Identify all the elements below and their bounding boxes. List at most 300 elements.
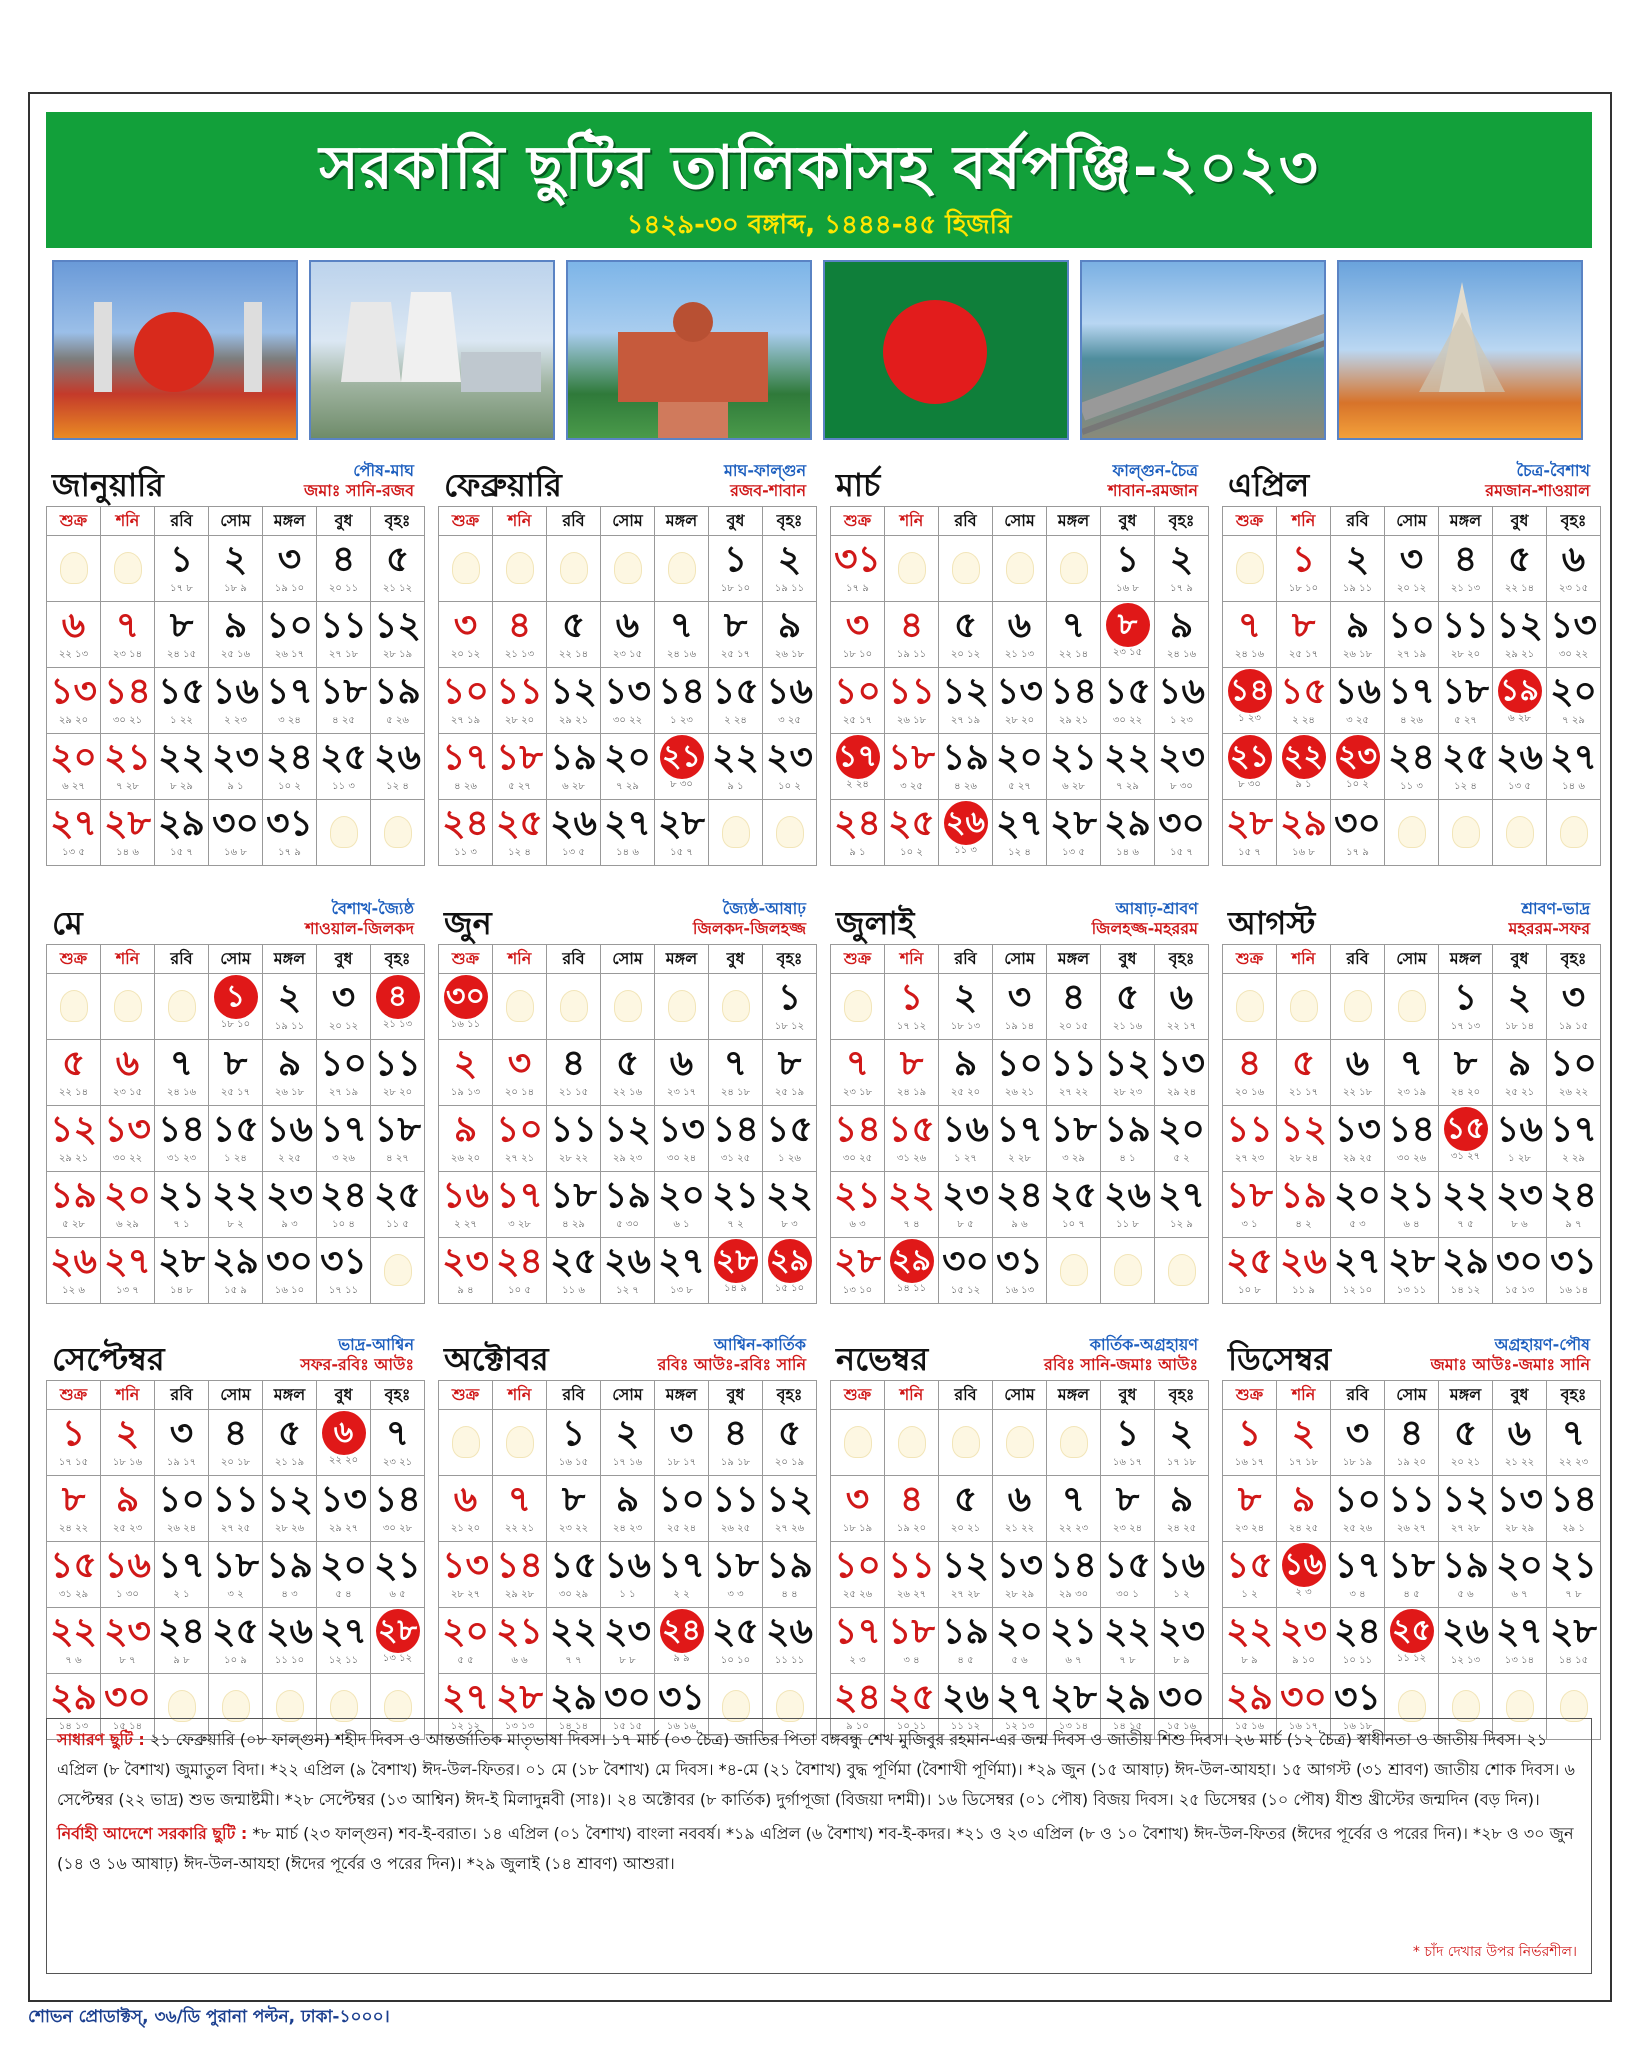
day-cell [885,1172,939,1238]
day-sub-dates: ১৯ ১৮ [720,1457,751,1468]
day-cell [1277,800,1331,866]
day-sub-dates: ১৫ ১৪ [112,1721,143,1732]
day-cell [763,602,817,668]
weekday-header: শুক্র [831,945,885,974]
day-sub-dates: ২৯ ২১ [58,1153,89,1164]
day-cell [1155,1172,1209,1238]
day-cell [263,1172,317,1238]
emblem-watermark-icon [952,1426,980,1458]
emblem-watermark-icon [1006,552,1034,584]
day-cell [831,1106,885,1172]
day-number: ২৭ [1550,737,1597,778]
day-cell [709,1106,763,1172]
day-sub-dates: ২৭ ১৯ [1396,649,1427,660]
general-holiday-text: ২১ ফেব্রুয়ারি (০৮ ফাল্গুন) শহীদ দিবস ও আন্তর্জাতিক মাতৃভাষা দিবস। ১৭ মার্চ (০৩ চৈত্র) জাতির পিতা বঙ্গবন্ধু শেখ মুজিবুর রহমান-এর জন্ম দিবস ও জাতীয় শিশু দিবস। ২৬ মার্চ (১২ চৈত্র) স্বাধীনতা ও জাতীয় দিবস। ২১ এপ্রিল (৮ বৈশাখ) জুমাতুল বিদা। *২২ এপ্রিল (৯ বৈশাখ) ঈদ-উল-ফিতর। ০১ মে (১৮ বৈশাখ) মে দিবস। *৪-মে (২১ বৈশাখ) বুদ্ধ পূর্ণিমা (বৈশাখী পূর্ণিমা)। *২৯ জুন (১৫ আষাঢ়) ঈদ-উল-আযহা। ১৫ আগস্ট (৩১ শ্রাবণ) জাতীয় শোক দিবস। ৬ সেপ্টেম্বর (২২ ভাদ্র) শুভ জন্মাষ্টমী। *২৮ সেপ্টেম্বর (১৩ আশ্বিন) ঈদ-ই মিলাদুন্নবী (সাঃ)। ২৪ অক্টোবর (৮ কার্তিক) দুর্গাপূজা (বিজয়া দশমী)। ১৬ ডিসেম্বর (০১ পৌষ) বিজয় দিবস। ২৫ ডিসেম্বর (১০ পৌষ) যীশু খ্রীস্টের জন্মদিন (বড় দিন)। [57,1730,1575,1809]
day-sub-dates: ২০ ১৯ [774,1457,805,1468]
day-cell [885,800,939,866]
day-sub-dates: ২৪ ১৮ [720,1087,751,1098]
day-number: ১৪ [374,1479,421,1520]
holiday-day-cell [317,1410,371,1476]
day-cell [763,1542,817,1608]
weekday-header: বুধ [709,507,763,536]
day-sub-dates: ২৫ ২৬ [1342,1523,1373,1534]
day-sub-dates: ২১ ১২ [382,583,413,594]
day-cell [439,800,493,866]
month-name: মে [52,904,83,942]
day-sub-dates: ৮ ৭ [119,1655,136,1666]
day-cell [547,1040,601,1106]
day-sub-dates: ১ ২৮ [1508,1153,1531,1164]
day-sub-dates: ৩০ ২১ [112,715,143,726]
day-sub-dates: ৪ ২৬ [954,781,977,792]
day-cell [1439,1608,1493,1674]
holiday-day-cell [1101,602,1155,668]
day-number: ২৫ [496,803,543,844]
day-sub-dates: ১৬ ১৭ [1234,1457,1265,1468]
day-number: ১৯ [1442,1545,1489,1586]
day-number: ১৮ [888,737,935,778]
empty-cell [547,974,601,1040]
day-sub-dates: ২০ ১১ [328,583,359,594]
day-sub-dates: ২৪ ১৬ [666,649,697,660]
day-sub-dates: ১৯ ১৫ [1558,1021,1589,1032]
day-number: ১৭ [442,737,489,778]
day-number: ২৩ [212,737,259,778]
day-number: ৪ [1453,539,1478,580]
day-sub-dates: ১৮ ১৪ [1504,1021,1535,1032]
day-cell [939,974,993,1040]
day-cell [655,1542,709,1608]
day-number: ১৬ [766,671,813,712]
emblem-watermark-icon [776,816,804,848]
day-sub-dates: ৯ ৯ [673,1653,690,1664]
day-sub-dates: ১৮ ১০ [220,1019,251,1030]
day-number: ৩ [1561,977,1586,1018]
day-cell [209,1608,263,1674]
day-cell [1547,1172,1601,1238]
day-number: ২৬ [266,1611,313,1652]
day-number: ১৪ [158,1109,205,1150]
photo-strip [52,260,1586,442]
day-sub-dates: ৫ ৬ [1011,1655,1028,1666]
day-sub-dates: ২৩ ১৮ [842,1087,873,1098]
weekday-header: শনি [885,1381,939,1410]
day-number: ১০ [442,671,489,712]
day-number: ১৬ [942,1109,989,1150]
day-sub-dates: ১৩ ১০ [842,1285,873,1296]
day-sub-dates: ৩০ ২২ [1558,649,1589,660]
day-sub-dates: ২৫ ১৭ [842,715,873,726]
day-cell [709,602,763,668]
holiday-day-cell [709,1238,763,1304]
day-cell [155,668,209,734]
day-cell [1155,734,1209,800]
martyrs-monument-photo [52,260,298,440]
day-cell [101,734,155,800]
day-number: ২৩ [604,1611,651,1652]
day-number: ২ [223,539,248,580]
day-number: ১৭ [834,1611,881,1652]
day-cell [939,668,993,734]
day-number: ১৯ [766,1545,813,1586]
day-number: ১৩ [442,1545,489,1586]
day-number: ২০ [996,1611,1043,1652]
day-number: ২৬ [550,803,597,844]
day-cell [655,668,709,734]
day-number: ২৫ [1050,1175,1097,1216]
day-cell [101,1040,155,1106]
emblem-watermark-icon [722,816,750,848]
empty-cell [601,974,655,1040]
empty-cell [885,1410,939,1476]
day-number: ২০ [1158,1109,1205,1150]
day-sub-dates: ২৮ ২৯ [1504,1523,1535,1534]
day-number: ৫ [277,1413,302,1454]
day-number: ২৮ [658,803,705,844]
day-sub-dates: ২৫ ২৩ [112,1523,143,1534]
weekday-header: বুধ [1493,945,1547,974]
day-sub-dates: ৯ ৮ [173,1655,190,1666]
day-sub-dates: ২৫ ১৬ [220,649,251,660]
day-cell [439,1040,493,1106]
day-number: ২৫ [712,1611,759,1652]
month-header [830,894,1202,944]
day-sub-dates: ২৫ ২৬ [842,1589,873,1600]
day-number: ১ [561,1413,586,1454]
day-cell [1331,1410,1385,1476]
day-sub-dates: ২৭ ২৮ [1450,1523,1481,1534]
weekday-header: শুক্র [1223,945,1277,974]
day-sub-dates: ৫ ৩০ [616,1219,639,1230]
day-cell [209,1172,263,1238]
day-cell [47,800,101,866]
day-number: ৪ [899,1479,924,1520]
day-number: ২৮ [1226,803,1273,844]
day-cell [1547,1106,1601,1172]
day-sub-dates: ৬ ৭ [1065,1655,1082,1666]
day-cell [209,734,263,800]
day-number: ১৮ [1226,1175,1273,1216]
day-cell [1547,1542,1601,1608]
day-sub-dates: ১১ ৮ [1116,1219,1139,1230]
day-cell [263,1410,317,1476]
emblem-watermark-icon [452,1426,480,1458]
day-cell [1493,1172,1547,1238]
empty-cell [939,1410,993,1476]
empty-cell [1547,800,1601,866]
day-sub-dates: ৩ ২৪ [278,715,301,726]
day-cell [317,1542,371,1608]
day-sub-dates: ১৬ ১৭ [1112,1457,1143,1468]
day-number: ৭ [1061,605,1086,646]
weekday-header: সোম [993,507,1047,536]
day-cell [1331,1172,1385,1238]
day-number: ২২ [766,1175,813,1216]
day-sub-dates: ২৫ ১৭ [220,1087,251,1098]
day-sub-dates: ১ ২৬ [778,1153,801,1164]
day-cell [831,1040,885,1106]
day-number: ১৬ [604,1545,651,1586]
day-number: ৫ [777,1413,802,1454]
weekday-header: বুধ [1101,945,1155,974]
day-cell [939,602,993,668]
day-sub-dates: ২১ ১৩ [504,649,535,660]
day-cell [493,1040,547,1106]
day-number: ৯ [1169,605,1194,646]
day-cell [831,800,885,866]
day-cell [47,1106,101,1172]
day-cell [1439,1238,1493,1304]
day-sub-dates: ৭ ৫ [1457,1219,1474,1230]
holiday-day-cell [1493,668,1547,734]
month-table [1222,506,1601,866]
day-number: ৬ [1007,605,1032,646]
month-name: জানুয়ারি [52,466,164,504]
day-sub-dates: ৩০ ২৯ [558,1589,589,1600]
day-cell [1277,1608,1331,1674]
day-sub-dates: ৪ ২৬ [454,781,477,792]
day-cell [209,536,263,602]
empty-cell [101,536,155,602]
day-cell [547,1238,601,1304]
day-sub-dates: ১৯ ১১ [274,1021,305,1032]
day-cell [155,536,209,602]
day-number: ১৫ [712,671,759,712]
day-sub-dates: ৬ ৬ [511,1655,528,1666]
day-cell [1101,974,1155,1040]
day-cell [263,1238,317,1304]
day-number: ১১ [1388,1479,1435,1520]
day-sub-dates: ৮ ৯ [1241,1655,1258,1666]
holiday-day-cell [939,800,993,866]
day-number: ২৪ [496,1241,543,1282]
national-memorial-photo [1337,260,1583,440]
day-cell [371,602,425,668]
day-sub-dates: ৩০ ১ [1116,1589,1139,1600]
day-number: ১৭ [1550,1109,1597,1150]
day-sub-dates: ১৭ ৯ [1170,583,1193,594]
day-cell [1101,1608,1155,1674]
day-number: ৩ [277,539,302,580]
day-sub-dates: ৯ ১০ [846,1721,869,1732]
day-cell [1493,734,1547,800]
day-number: ১৭ [836,735,880,779]
day-number: ২১ [1050,737,1097,778]
weekday-header: শুক্র [439,507,493,536]
day-number: ২৫ [374,1175,421,1216]
month-block [1222,1330,1597,1732]
day-sub-dates: ৫ ৬ [1457,1589,1474,1600]
day-sub-dates: ৩১ ২৫ [720,1153,751,1164]
weekday-header: বুধ [1493,1381,1547,1410]
day-cell [1223,1238,1277,1304]
day-cell [1439,1172,1493,1238]
day-number: ২২ [158,737,205,778]
day-cell [1047,1040,1101,1106]
day-number: ৩০ [1496,1241,1543,1282]
day-cell [939,1542,993,1608]
day-number: ৬ [61,605,86,646]
day-number: ২৬ [374,737,421,778]
day-cell [493,1608,547,1674]
day-sub-dates: ১২ ১৩ [1450,1655,1481,1666]
day-sub-dates: ১৭ ১৮ [1166,1457,1197,1468]
month-table [438,506,817,866]
weekday-header: শনি [493,945,547,974]
day-sub-dates: ২০ ২১ [1450,1457,1481,1468]
day-sub-dates: ৯ ১ [1295,779,1312,790]
day-sub-dates: ১৯ ১৩ [450,1087,481,1098]
day-number: ১৬ [1334,671,1381,712]
empty-cell [763,800,817,866]
empty-cell [317,800,371,866]
day-number: ১৪ [712,1109,759,1150]
day-sub-dates: ১৬ ৮ [1116,583,1139,594]
day-number: ১২ [550,671,597,712]
day-number: ৪ [723,1413,748,1454]
weekday-header: সোম [1385,1381,1439,1410]
emblem-watermark-icon [1398,816,1426,848]
weekday-header: বুধ [317,1381,371,1410]
day-number: ৩০ [104,1677,151,1718]
day-sub-dates: ১ ২২ [170,715,193,726]
day-sub-dates: ২১ ১৩ [1450,583,1481,594]
day-number: ৪ [1237,1043,1262,1084]
day-number: ১১ [888,1545,935,1586]
day-sub-dates: ১৪ ১১ [896,1283,927,1294]
day-cell [1277,1476,1331,1542]
emblem-watermark-icon [1398,990,1426,1022]
month-block [46,894,421,1296]
month-name: এপ্রিল [1228,466,1310,504]
day-cell [547,1410,601,1476]
day-number: ২৫ [1390,1609,1434,1653]
day-cell [493,1106,547,1172]
day-number: ২১ [158,1175,205,1216]
day-number: ৩১ [1334,1677,1381,1718]
day-cell [547,1172,601,1238]
day-sub-dates: ১৬ ১৪ [1558,1285,1589,1296]
day-number: ১৭ [658,1545,705,1586]
day-sub-dates: ২৭ ১৮ [328,649,359,660]
day-number: ২৩ [104,1611,151,1652]
holiday-day-cell [1331,734,1385,800]
weekday-header: শনি [885,507,939,536]
day-sub-dates: ৯ ৭ [1565,1219,1582,1230]
day-cell [1439,536,1493,602]
emblem-watermark-icon [844,1426,872,1458]
day-number: ৪ [561,1043,586,1084]
day-cell [47,602,101,668]
day-sub-dates: ৯ ৬ [1011,1219,1028,1230]
hijri-months: জিলকদ-জিলহজ্জ [692,919,806,938]
weekday-header: শনি [493,1381,547,1410]
month-name: মার্চ [836,466,881,504]
day-number: ৫ [61,1043,86,1084]
day-number: ৩ [845,605,870,646]
day-number: ২ [777,539,802,580]
empty-cell [1223,536,1277,602]
day-cell [1155,1040,1209,1106]
day-sub-dates: ২৫ ২০ [950,1087,981,1098]
day-number: ১০ [1388,605,1435,646]
day-sub-dates: ৬ ৫ [389,1589,406,1600]
weekday-header: মঙ্গল [1439,507,1493,536]
day-sub-dates: ৮ ৫ [957,1219,974,1230]
day-sub-dates: ২৬ ২১ [1004,1087,1035,1098]
day-sub-dates: ২ ২৪ [724,715,747,726]
day-sub-dates: ১৪ ১৪ [558,1721,589,1732]
day-cell [47,1410,101,1476]
month-header [1222,894,1594,944]
empty-cell [439,536,493,602]
day-number: ১৮ [374,1109,421,1150]
day-sub-dates: ১৫ ৯ [224,1285,247,1296]
day-sub-dates: ২৪ ২০ [1450,1087,1481,1098]
day-sub-dates: ২৮ ২০ [382,1087,413,1098]
day-number: ৯ [1291,1479,1316,1520]
day-sub-dates: ১৩ ১১ [1396,1285,1427,1296]
day-number: ২০ [104,1175,151,1216]
day-cell [1047,974,1101,1040]
day-cell [209,1410,263,1476]
day-sub-dates: ১৫ ১২ [950,1285,981,1296]
day-number: ২৮ [714,1239,758,1283]
day-sub-dates: ১২ ৭ [616,1285,639,1296]
weekday-header: রবি [939,945,993,974]
weekday-header: সোম [209,1381,263,1410]
day-sub-dates: ১১ ৩ [332,781,355,792]
day-cell [1493,1106,1547,1172]
day-number: ১৯ [374,671,421,712]
day-number: ৯ [115,1479,140,1520]
weekday-header: মঙ্গল [1439,945,1493,974]
day-cell [763,536,817,602]
day-cell [993,1476,1047,1542]
day-sub-dates: ২০ ১২ [450,649,481,660]
empty-cell [493,536,547,602]
day-cell [439,668,493,734]
day-cell [155,1106,209,1172]
day-cell [101,1172,155,1238]
day-cell [1493,1608,1547,1674]
day-sub-dates: ৪ ২৫ [332,715,355,726]
day-number: ২৭ [320,1611,367,1652]
day-sub-dates: ২২ ১৩ [58,649,89,660]
day-cell [371,1106,425,1172]
day-number: ১৫ [1104,1545,1151,1586]
day-cell [763,1172,817,1238]
weekday-header: বৃহঃ [763,945,817,974]
day-sub-dates: ২০ ১৬ [1234,1087,1265,1098]
day-cell [371,536,425,602]
day-number: ৫ [953,605,978,646]
day-cell [1101,1040,1155,1106]
month-header [46,456,418,506]
hijri-months: শাবান-রমজান [1107,481,1198,500]
day-cell [547,668,601,734]
day-sub-dates: ১৭ ৮ [170,583,193,594]
weekday-header: বৃহঃ [763,1381,817,1410]
day-cell [317,1106,371,1172]
day-cell [317,1238,371,1304]
day-number: ২৪ [1388,737,1435,778]
day-cell [1047,668,1101,734]
month-table [46,944,425,1304]
bangla-months: আশ্বিন-কার্তিক [713,1335,806,1354]
day-number: ১৩ [1496,1479,1543,1520]
day-sub-dates: ৬ ৭ [1511,1589,1528,1600]
